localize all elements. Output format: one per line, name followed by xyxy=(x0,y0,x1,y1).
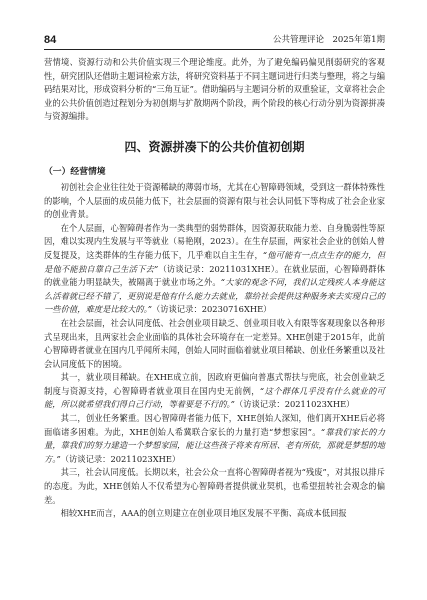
running-header xyxy=(44,34,385,50)
interview-quote-1: “他可能有一点点生存的能力，但是他不能独自靠自己生活下去” xyxy=(44,249,385,274)
subsection-heading: （一）经营情境 xyxy=(44,165,106,176)
paragraph-7: 相较XHE而言，AAA的创立则建立在创业项目地区发展不平衡、高成本低回报 xyxy=(60,508,347,519)
section-heading: 四、资源拼凑下的公共价值初创期 xyxy=(124,139,305,154)
paragraph-2-text-a: 在个人层面，心智障碍者作为一类典型的弱势群体，因资源获取能力差、自身脆弱性等原因，难以实现内生发展与平等就业（易艳刚，2023）。在生存层面，两家社会企业的创始人曾反复提及，这类群体的生存能力低下，几乎难以自主生存， xyxy=(44,222,385,260)
paragraph-5 xyxy=(44,412,385,466)
interview-quote-2: “大家的观念不同，我们认定残疾人本身能这么活着就已经不错了，更别说是他有什么能力去就业，靠给社会提供这种服务来去实现自己的一些价值，难度是比较大的。” xyxy=(44,277,385,315)
paragraph-3: 在社会层面，社会认同度低、社会创业项目缺乏、创业项目收入有限等客观现象以各种形式呈现出来，且两家社会企业面临的具体社会环境存在一定差异。XHE创建于2015年，此前心智障碍者就业在国内几乎闻所未闻，创始人同时面临着就业项目稀缺、创业任务繁重以及社会认同度低下的困境。 xyxy=(44,317,385,369)
paragraph-1: 初创社会企业往往处于资源稀缺的薄弱市场，尤其在心智障碍领域，受到这一群体特殊性的影响，个人层面的成员能力低下，社会层面的资源有限与社会认同低下等构成了社会企业家的创业背景。 xyxy=(44,181,385,220)
interview-quote-4: “靠我们家长的力量，靠我们的努力建造一个梦想家园，能让这些孩子将来有所居、老有所依，那就是梦想的地方。” xyxy=(44,426,385,464)
paragraph-4-text-a: 其一，就业项目稀缺。在XHE成立前，因政府更偏向普惠式帮扶与兜底，社会创业缺乏制度与资源支持，心智障碍者就业项目在国内史无前例， xyxy=(44,372,385,396)
journal-title: 公共管理评论 2025年第1期 xyxy=(272,35,385,45)
interview-quote-3: “这个群体几乎没有什么就业的可能，所以就希望我们得自己行动，等着要是不行的。” xyxy=(44,385,385,410)
paragraph-4-citation: （访谈记录：20211023XHE） xyxy=(234,399,355,410)
paragraph-5-text-a: 其二，创业任务繁重。因心智障碍者能力低下，XHE创始人深知，他们离开XHE后必将面临诸多困难。为此，XHE创始人希冀联合家长的力量打造“梦想家园”。 xyxy=(44,413,385,437)
intro-paragraph: 营情境、资源行动和公共价值实现三个理论维度。此外，为了避免编码偏见削弱研究的客观性，研究团队还借助主题词检索方法，将研究资料基于不同主题词进行归类与整理，将之与编码结果对比，形成资料分析的“三角互证”。借助编码与主题词分析的双重验证，文章将社会企业的公共价值创造过程划分为初创期与扩散期两个阶段，两个阶段的核心行动分别为资源拼凑与资源编排。 xyxy=(44,57,385,122)
paragraph-2-text-b: （访谈记录：20211031XHE）。在就业层面，心智障碍群体的就业能力明显缺失，被隔离于就业市场之外。 xyxy=(44,263,386,288)
paragraph-6: 其三，社会认同度低。长期以来，社会公众一直将心智障碍者视为“残废”，对其报以排斥的态度。为此，XHE创始人不仅希望为心智障碍者提供就业契机，也希望扭转社会观念的偏差。 xyxy=(44,467,385,505)
page-number: 84 xyxy=(44,34,57,46)
paragraph-2-citation: （访谈记录：20230716XHE） xyxy=(151,304,272,315)
paragraph-4 xyxy=(44,371,385,412)
paragraph-5-citation: （访谈记录：20211023XHE） xyxy=(60,453,181,464)
paragraph-2 xyxy=(44,222,385,317)
